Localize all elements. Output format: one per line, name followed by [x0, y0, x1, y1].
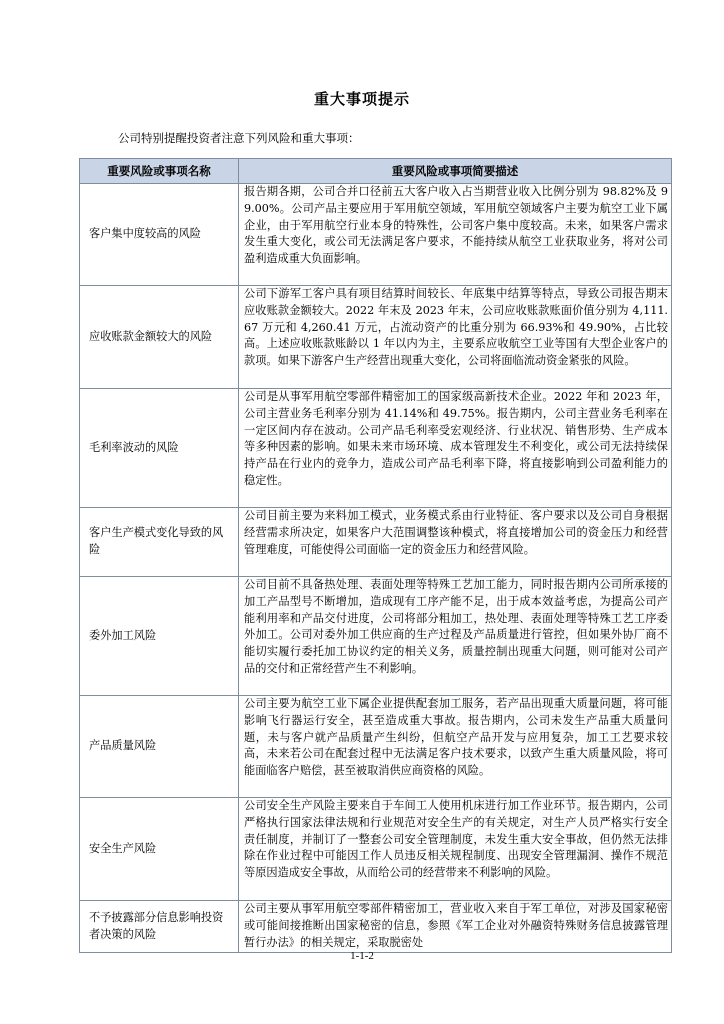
- header-risk-name: 重要风险或事项名称: [80, 159, 239, 184]
- table-row: [80, 184, 672, 286]
- risk-description: 公司安全生产风险主要来自于车间工人使用机床进行加工作业环节。报告期内，公司严格执行国家法律法规和行业规范对安全生产的有关规定，对生产人员严格实行安全责任制度，并制订了一整套公司安全管理制度，未发生重大安全事故，但仍然无法排除在作业过程中可能因工作人员违反相关规程制度、出现安全管理漏洞、操作不规范等原因造成安全事故，从而给公司的经营带来不利影响的风险。: [239, 798, 672, 901]
- risk-description: 报告期各期，公司合并口径前五大客户收入占当期营业收入比例分别为 98.82%及 99.00%。公司产品主要应用于军用航空领域，军用航空领域客户主要为航空工业下属企业，由于军用航空行业本身的特殊性，公司客户集中度较高。未来，如果客户需求发生重大变化，或公司无法满足客户要求，不能持续从航空工业获取业务，将对公司盈利造成重大负面影响。: [239, 184, 672, 286]
- table-header-row: [80, 159, 672, 184]
- risk-table: [79, 158, 672, 953]
- risk-name: 客户生产模式变化导致的风险: [80, 508, 239, 577]
- risk-name: 毛利率波动的风险: [80, 389, 239, 508]
- risk-description: 公司是从事军用航空零部件精密加工的国家级高新技术企业。2022 年和 2023 年，公司主营业务毛利率分别为 41.14%和 49.75%。报告期内，公司主营业务毛利率在一定区间内存在波动。公司产品毛利率受宏观经济、行业状况、销售形势、生产成本等多种因素的影响。如果未来市场环境、成本管理发生不利变化，或公司无法持续保持产品在行业内的竞争力，造成公司产品毛利率下降，将直接影响到公司盈利能力的稳定性。: [239, 389, 672, 508]
- table-row: [80, 901, 672, 953]
- risk-description: 公司主要为航空工业下属企业提供配套加工服务，若产品出现重大质量问题，将可能影响飞行器运行安全，甚至造成重大事故。报告期内，公司未发生产品重大质量问题，未与客户就产品质量产生纠纷，但航空产品开发与应用复杂，加工工艺要求较高，未来若公司在配套过程中无法满足客户技术要求，以致产生重大质量风险，将可能面临客户赔偿，甚至被取消供应商资格的风险。: [239, 696, 672, 798]
- risk-name: 不予披露部分信息影响投资者决策的风险: [80, 901, 239, 953]
- page-number: 1-1-2: [350, 950, 374, 962]
- table-row: [80, 577, 672, 696]
- risk-name: 应收账款金额较大的风险: [80, 286, 239, 389]
- risk-description: 公司目前主要为来料加工模式，业务模式系由行业特征、客户要求以及公司自身根据经营需求所决定，如果客户大范围调整该种模式，将直接增加公司的资金压力和经营管理难度，可能使得公司面临一定的资金压力和经营风险。: [239, 508, 672, 577]
- page-title: 重大事项提示: [313, 90, 410, 108]
- table-row: [80, 696, 672, 798]
- intro-text: 公司特别提醒投资者注意下列风险和重大事项：: [118, 131, 360, 145]
- table-row: [80, 508, 672, 577]
- risk-name: 产品质量风险: [80, 696, 239, 798]
- risk-description: 公司目前不具备热处理、表面处理等特殊工艺加工能力，同时报告期内公司所承接的加工产品型号不断增加，造成现有工序产能不足，出于成本效益考虑，为提高公司产能利用率和产品交付进度，公司将部分粗加工，热处理、表面处理等特殊工艺工序委外加工。公司对委外加工供应商的生产过程及产品质量进行管控，但如果外协厂商不能切实履行委托加工协议约定的相关义务，质量控制出现重大问题，则可能对公司产品的交付和正常经营产生不利影响。: [239, 577, 672, 696]
- risk-name: 安全生产风险: [80, 798, 239, 901]
- table-row: [80, 389, 672, 508]
- risk-description: 公司下游军工客户具有项目结算时间较长、年底集中结算等特点，导致公司报告期末应收账款金额较大。2022 年末及 2023 年末，公司应收账款账面价值分别为 4,111.67 万元和 4,260.41 万元，占流动资产的比重分别为 66.93%和 49.90%，占比较高。上述应收账款账龄以 1 年以内为主，主要系应收航空工业等国有大型企业客户的款项。如果下游客户生产经营出现重大变化，公司将面临流动资金紧张的风险。: [239, 286, 672, 389]
- header-risk-description: 重要风险或事项简要描述: [239, 159, 672, 184]
- risk-name: 委外加工风险: [80, 577, 239, 696]
- risk-name: 客户集中度较高的风险: [80, 184, 239, 286]
- risk-description: 公司主要从事军用航空零部件精密加工，营业收入来自于军工单位，对涉及国家秘密或可能间接推断出国家秘密的信息，参照《军工企业对外融资特殊财务信息披露管理暂行办法》的相关规定，采取脱密处: [239, 901, 672, 953]
- table-row: [80, 286, 672, 389]
- table-row: [80, 798, 672, 901]
